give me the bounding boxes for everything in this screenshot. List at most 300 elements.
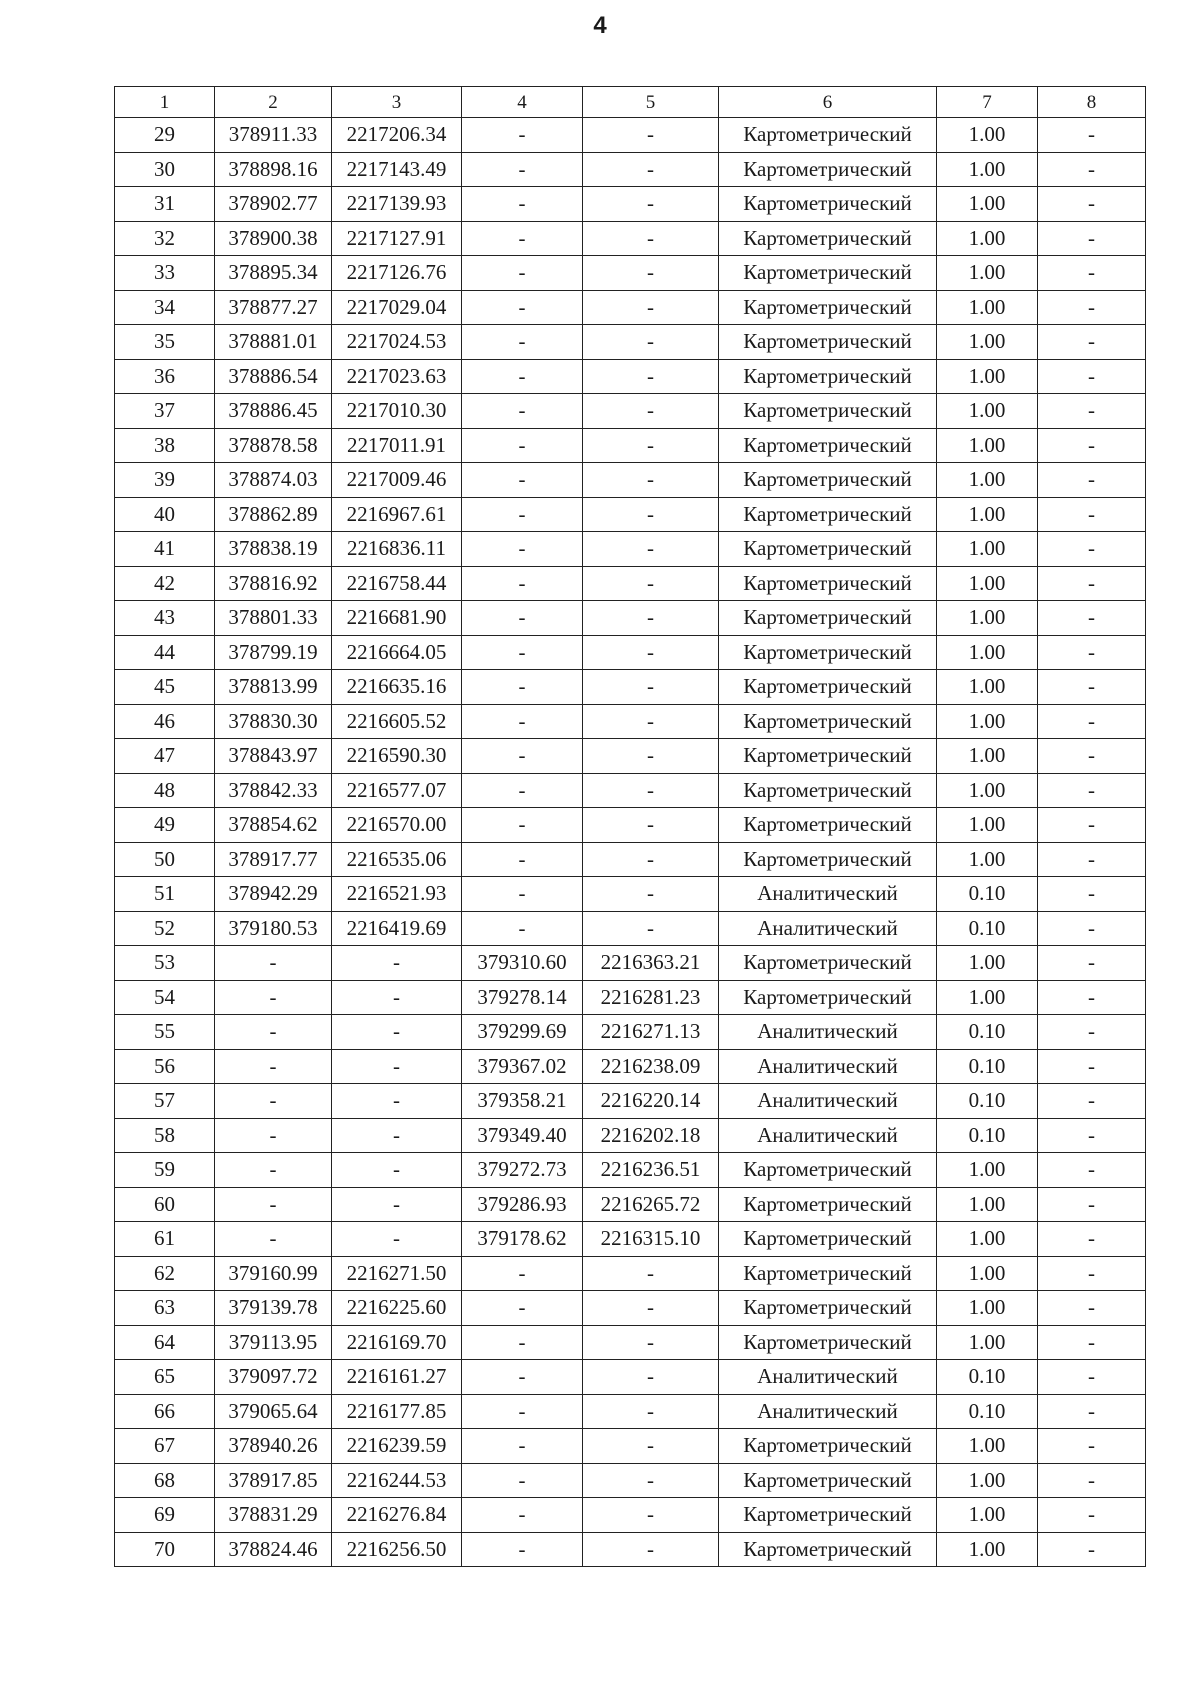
x-coordinate-cell: 379113.95 xyxy=(215,1325,332,1360)
y-coordinate-alt-cell: - xyxy=(583,739,719,774)
table-row xyxy=(115,739,1146,774)
method-cell: Картометрический xyxy=(719,290,937,325)
y-coordinate-alt-cell: - xyxy=(583,877,719,912)
table-row xyxy=(115,566,1146,601)
y-coordinate-cell: 2216244.53 xyxy=(332,1463,462,1498)
point-number-cell: 63 xyxy=(115,1291,215,1326)
note-cell: - xyxy=(1038,1256,1146,1291)
note-cell: - xyxy=(1038,221,1146,256)
accuracy-cell: 1.00 xyxy=(937,497,1038,532)
y-coordinate-cell: - xyxy=(332,1084,462,1119)
point-number-cell: 65 xyxy=(115,1360,215,1395)
note-cell: - xyxy=(1038,601,1146,636)
point-number-cell: 53 xyxy=(115,946,215,981)
column-header: 2 xyxy=(215,87,332,118)
y-coordinate-cell: 2216664.05 xyxy=(332,635,462,670)
accuracy-cell: 1.00 xyxy=(937,842,1038,877)
accuracy-cell: 1.00 xyxy=(937,1187,1038,1222)
x-coordinate-cell: - xyxy=(215,1084,332,1119)
x-coordinate-cell: 378862.89 xyxy=(215,497,332,532)
y-coordinate-alt-cell: 2216265.72 xyxy=(583,1187,719,1222)
x-coordinate-cell: 379065.64 xyxy=(215,1394,332,1429)
x-coordinate-alt-cell: - xyxy=(462,1532,583,1567)
method-cell: Картометрический xyxy=(719,1153,937,1188)
accuracy-cell: 1.00 xyxy=(937,325,1038,360)
x-coordinate-alt-cell: - xyxy=(462,808,583,843)
x-coordinate-cell: 378878.58 xyxy=(215,428,332,463)
y-coordinate-alt-cell: - xyxy=(583,1498,719,1533)
y-coordinate-cell: 2216605.52 xyxy=(332,704,462,739)
column-header: 7 xyxy=(937,87,1038,118)
x-coordinate-alt-cell: - xyxy=(462,739,583,774)
accuracy-cell: 1.00 xyxy=(937,256,1038,291)
x-coordinate-cell: - xyxy=(215,980,332,1015)
accuracy-cell: 1.00 xyxy=(937,635,1038,670)
x-coordinate-cell: 378843.97 xyxy=(215,739,332,774)
x-coordinate-cell: - xyxy=(215,1153,332,1188)
note-cell: - xyxy=(1038,1049,1146,1084)
point-number-cell: 40 xyxy=(115,497,215,532)
x-coordinate-alt-cell: 379272.73 xyxy=(462,1153,583,1188)
table-row xyxy=(115,877,1146,912)
y-coordinate-cell: - xyxy=(332,946,462,981)
point-number-cell: 43 xyxy=(115,601,215,636)
note-cell: - xyxy=(1038,1532,1146,1567)
point-number-cell: 58 xyxy=(115,1118,215,1153)
note-cell: - xyxy=(1038,946,1146,981)
coordinates-table xyxy=(114,86,1146,1567)
point-number-cell: 32 xyxy=(115,221,215,256)
table-row xyxy=(115,1222,1146,1257)
point-number-cell: 33 xyxy=(115,256,215,291)
y-coordinate-cell: - xyxy=(332,1118,462,1153)
accuracy-cell: 1.00 xyxy=(937,1325,1038,1360)
table-row xyxy=(115,221,1146,256)
x-coordinate-alt-cell: - xyxy=(462,911,583,946)
x-coordinate-cell: 378877.27 xyxy=(215,290,332,325)
table-row xyxy=(115,1015,1146,1050)
note-cell: - xyxy=(1038,118,1146,153)
method-cell: Аналитический xyxy=(719,1360,937,1395)
x-coordinate-cell: 378874.03 xyxy=(215,463,332,498)
point-number-cell: 51 xyxy=(115,877,215,912)
note-cell: - xyxy=(1038,1463,1146,1498)
y-coordinate-alt-cell: - xyxy=(583,1360,719,1395)
y-coordinate-cell: 2216177.85 xyxy=(332,1394,462,1429)
note-cell: - xyxy=(1038,428,1146,463)
x-coordinate-cell: - xyxy=(215,1049,332,1084)
y-coordinate-alt-cell: - xyxy=(583,359,719,394)
y-coordinate-cell: 2216256.50 xyxy=(332,1532,462,1567)
point-number-cell: 34 xyxy=(115,290,215,325)
accuracy-cell: 0.10 xyxy=(937,1394,1038,1429)
x-coordinate-cell: 379139.78 xyxy=(215,1291,332,1326)
x-coordinate-alt-cell: 379278.14 xyxy=(462,980,583,1015)
y-coordinate-alt-cell: - xyxy=(583,1291,719,1326)
x-coordinate-cell: 378942.29 xyxy=(215,877,332,912)
table-row xyxy=(115,842,1146,877)
x-coordinate-cell: 378831.29 xyxy=(215,1498,332,1533)
x-coordinate-cell: 378902.77 xyxy=(215,187,332,222)
x-coordinate-alt-cell: - xyxy=(462,635,583,670)
table-row xyxy=(115,394,1146,429)
y-coordinate-alt-cell: - xyxy=(583,1325,719,1360)
y-coordinate-cell: - xyxy=(332,1049,462,1084)
x-coordinate-alt-cell: - xyxy=(462,394,583,429)
method-cell: Картометрический xyxy=(719,635,937,670)
y-coordinate-cell: 2217126.76 xyxy=(332,256,462,291)
x-coordinate-cell: 379180.53 xyxy=(215,911,332,946)
point-number-cell: 39 xyxy=(115,463,215,498)
y-coordinate-alt-cell: - xyxy=(583,1463,719,1498)
point-number-cell: 37 xyxy=(115,394,215,429)
note-cell: - xyxy=(1038,152,1146,187)
point-number-cell: 47 xyxy=(115,739,215,774)
note-cell: - xyxy=(1038,911,1146,946)
x-coordinate-alt-cell: - xyxy=(462,1429,583,1464)
method-cell: Картометрический xyxy=(719,1222,937,1257)
y-coordinate-cell: - xyxy=(332,980,462,1015)
y-coordinate-alt-cell: - xyxy=(583,118,719,153)
x-coordinate-cell: 378838.19 xyxy=(215,532,332,567)
x-coordinate-cell: - xyxy=(215,1187,332,1222)
x-coordinate-alt-cell: 379358.21 xyxy=(462,1084,583,1119)
note-cell: - xyxy=(1038,325,1146,360)
accuracy-cell: 1.00 xyxy=(937,980,1038,1015)
method-cell: Картометрический xyxy=(719,946,937,981)
y-coordinate-cell: 2217139.93 xyxy=(332,187,462,222)
x-coordinate-cell: - xyxy=(215,1118,332,1153)
y-coordinate-alt-cell: - xyxy=(583,670,719,705)
method-cell: Картометрический xyxy=(719,1187,937,1222)
table-row xyxy=(115,1084,1146,1119)
column-header: 6 xyxy=(719,87,937,118)
method-cell: Аналитический xyxy=(719,1049,937,1084)
note-cell: - xyxy=(1038,808,1146,843)
y-coordinate-cell: 2216535.06 xyxy=(332,842,462,877)
note-cell: - xyxy=(1038,1429,1146,1464)
y-coordinate-alt-cell: - xyxy=(583,911,719,946)
accuracy-cell: 0.10 xyxy=(937,1360,1038,1395)
note-cell: - xyxy=(1038,877,1146,912)
page-number: 4 xyxy=(593,12,607,39)
x-coordinate-alt-cell: 379178.62 xyxy=(462,1222,583,1257)
method-cell: Картометрический xyxy=(719,1463,937,1498)
accuracy-cell: 1.00 xyxy=(937,773,1038,808)
note-cell: - xyxy=(1038,635,1146,670)
accuracy-cell: 1.00 xyxy=(937,808,1038,843)
method-cell: Картометрический xyxy=(719,428,937,463)
accuracy-cell: 0.10 xyxy=(937,1118,1038,1153)
y-coordinate-cell: 2217024.53 xyxy=(332,325,462,360)
column-header: 5 xyxy=(583,87,719,118)
y-coordinate-cell: 2217029.04 xyxy=(332,290,462,325)
note-cell: - xyxy=(1038,980,1146,1015)
note-cell: - xyxy=(1038,1360,1146,1395)
y-coordinate-cell: 2216161.27 xyxy=(332,1360,462,1395)
y-coordinate-alt-cell: 2216271.13 xyxy=(583,1015,719,1050)
table-row xyxy=(115,670,1146,705)
method-cell: Аналитический xyxy=(719,1084,937,1119)
x-coordinate-cell: 378886.45 xyxy=(215,394,332,429)
y-coordinate-alt-cell: - xyxy=(583,1532,719,1567)
point-number-cell: 50 xyxy=(115,842,215,877)
y-coordinate-cell: - xyxy=(332,1222,462,1257)
table-row xyxy=(115,1325,1146,1360)
accuracy-cell: 1.00 xyxy=(937,946,1038,981)
x-coordinate-alt-cell: 379367.02 xyxy=(462,1049,583,1084)
table-row xyxy=(115,1291,1146,1326)
y-coordinate-alt-cell: 2216315.10 xyxy=(583,1222,719,1257)
accuracy-cell: 1.00 xyxy=(937,670,1038,705)
accuracy-cell: 1.00 xyxy=(937,739,1038,774)
table-row xyxy=(115,152,1146,187)
x-coordinate-alt-cell: - xyxy=(462,532,583,567)
x-coordinate-alt-cell: - xyxy=(462,842,583,877)
y-coordinate-cell: - xyxy=(332,1187,462,1222)
accuracy-cell: 1.00 xyxy=(937,1498,1038,1533)
method-cell: Картометрический xyxy=(719,1498,937,1533)
y-coordinate-alt-cell: - xyxy=(583,187,719,222)
point-number-cell: 42 xyxy=(115,566,215,601)
accuracy-cell: 1.00 xyxy=(937,394,1038,429)
point-number-cell: 46 xyxy=(115,704,215,739)
method-cell: Картометрический xyxy=(719,566,937,601)
x-coordinate-cell: - xyxy=(215,1222,332,1257)
y-coordinate-alt-cell: - xyxy=(583,428,719,463)
y-coordinate-alt-cell: 2216238.09 xyxy=(583,1049,719,1084)
note-cell: - xyxy=(1038,1222,1146,1257)
note-cell: - xyxy=(1038,739,1146,774)
y-coordinate-cell: 2216239.59 xyxy=(332,1429,462,1464)
x-coordinate-cell: 378898.16 xyxy=(215,152,332,187)
point-number-cell: 48 xyxy=(115,773,215,808)
x-coordinate-cell: 378911.33 xyxy=(215,118,332,153)
column-header: 1 xyxy=(115,87,215,118)
x-coordinate-alt-cell: - xyxy=(462,1291,583,1326)
method-cell: Аналитический xyxy=(719,877,937,912)
y-coordinate-alt-cell: 2216220.14 xyxy=(583,1084,719,1119)
method-cell: Картометрический xyxy=(719,359,937,394)
y-coordinate-cell: 2216635.16 xyxy=(332,670,462,705)
point-number-cell: 66 xyxy=(115,1394,215,1429)
accuracy-cell: 1.00 xyxy=(937,1222,1038,1257)
method-cell: Картометрический xyxy=(719,221,937,256)
accuracy-cell: 0.10 xyxy=(937,1084,1038,1119)
method-cell: Картометрический xyxy=(719,1291,937,1326)
note-cell: - xyxy=(1038,497,1146,532)
x-coordinate-alt-cell: - xyxy=(462,497,583,532)
y-coordinate-cell: 2216577.07 xyxy=(332,773,462,808)
accuracy-cell: 1.00 xyxy=(937,221,1038,256)
x-coordinate-alt-cell: - xyxy=(462,359,583,394)
method-cell: Картометрический xyxy=(719,256,937,291)
y-coordinate-alt-cell: 2216281.23 xyxy=(583,980,719,1015)
point-number-cell: 38 xyxy=(115,428,215,463)
accuracy-cell: 1.00 xyxy=(937,1532,1038,1567)
column-header: 3 xyxy=(332,87,462,118)
table-row xyxy=(115,1256,1146,1291)
note-cell: - xyxy=(1038,1394,1146,1429)
y-coordinate-alt-cell: - xyxy=(583,532,719,567)
table-row xyxy=(115,1187,1146,1222)
point-number-cell: 30 xyxy=(115,152,215,187)
table-row xyxy=(115,1394,1146,1429)
x-coordinate-alt-cell: - xyxy=(462,704,583,739)
table-row xyxy=(115,1429,1146,1464)
x-coordinate-alt-cell: - xyxy=(462,118,583,153)
table-row xyxy=(115,1049,1146,1084)
y-coordinate-cell: 2216419.69 xyxy=(332,911,462,946)
point-number-cell: 41 xyxy=(115,532,215,567)
x-coordinate-cell: - xyxy=(215,946,332,981)
table-row xyxy=(115,532,1146,567)
y-coordinate-cell: 2216521.93 xyxy=(332,877,462,912)
x-coordinate-alt-cell: - xyxy=(462,877,583,912)
x-coordinate-cell: 378917.85 xyxy=(215,1463,332,1498)
y-coordinate-alt-cell: - xyxy=(583,497,719,532)
note-cell: - xyxy=(1038,290,1146,325)
x-coordinate-alt-cell: - xyxy=(462,1498,583,1533)
table-row xyxy=(115,1360,1146,1395)
y-coordinate-alt-cell: 2216236.51 xyxy=(583,1153,719,1188)
method-cell: Картометрический xyxy=(719,842,937,877)
x-coordinate-alt-cell: - xyxy=(462,566,583,601)
y-coordinate-alt-cell: - xyxy=(583,601,719,636)
note-cell: - xyxy=(1038,394,1146,429)
note-cell: - xyxy=(1038,773,1146,808)
point-number-cell: 52 xyxy=(115,911,215,946)
x-coordinate-alt-cell: - xyxy=(462,773,583,808)
point-number-cell: 36 xyxy=(115,359,215,394)
y-coordinate-alt-cell: - xyxy=(583,704,719,739)
y-coordinate-alt-cell: - xyxy=(583,394,719,429)
y-coordinate-cell: 2216271.50 xyxy=(332,1256,462,1291)
y-coordinate-alt-cell: - xyxy=(583,808,719,843)
method-cell: Картометрический xyxy=(719,1429,937,1464)
y-coordinate-alt-cell: - xyxy=(583,1256,719,1291)
y-coordinate-alt-cell: - xyxy=(583,1394,719,1429)
point-number-cell: 57 xyxy=(115,1084,215,1119)
method-cell: Картометрический xyxy=(719,187,937,222)
x-coordinate-alt-cell: 379286.93 xyxy=(462,1187,583,1222)
x-coordinate-cell: 379097.72 xyxy=(215,1360,332,1395)
note-cell: - xyxy=(1038,187,1146,222)
method-cell: Картометрический xyxy=(719,497,937,532)
accuracy-cell: 0.10 xyxy=(937,877,1038,912)
table-row xyxy=(115,911,1146,946)
point-number-cell: 61 xyxy=(115,1222,215,1257)
accuracy-cell: 1.00 xyxy=(937,1153,1038,1188)
point-number-cell: 55 xyxy=(115,1015,215,1050)
point-number-cell: 62 xyxy=(115,1256,215,1291)
method-cell: Картометрический xyxy=(719,1256,937,1291)
table-header-row xyxy=(115,87,1146,118)
accuracy-cell: 1.00 xyxy=(937,1463,1038,1498)
table-row xyxy=(115,1153,1146,1188)
x-coordinate-alt-cell: - xyxy=(462,1360,583,1395)
method-cell: Картометрический xyxy=(719,325,937,360)
y-coordinate-cell: 2216836.11 xyxy=(332,532,462,567)
x-coordinate-cell: - xyxy=(215,1015,332,1050)
x-coordinate-alt-cell: - xyxy=(462,1256,583,1291)
note-cell: - xyxy=(1038,1498,1146,1533)
table-row xyxy=(115,497,1146,532)
y-coordinate-cell: 2216758.44 xyxy=(332,566,462,601)
method-cell: Картометрический xyxy=(719,1532,937,1567)
x-coordinate-alt-cell: - xyxy=(462,152,583,187)
method-cell: Картометрический xyxy=(719,704,937,739)
y-coordinate-alt-cell: - xyxy=(583,842,719,877)
y-coordinate-alt-cell: - xyxy=(583,1429,719,1464)
accuracy-cell: 1.00 xyxy=(937,566,1038,601)
y-coordinate-cell: 2216225.60 xyxy=(332,1291,462,1326)
y-coordinate-cell: 2217009.46 xyxy=(332,463,462,498)
accuracy-cell: 1.00 xyxy=(937,463,1038,498)
x-coordinate-cell: 378881.01 xyxy=(215,325,332,360)
table-row xyxy=(115,808,1146,843)
accuracy-cell: 0.10 xyxy=(937,911,1038,946)
column-header: 4 xyxy=(462,87,583,118)
note-cell: - xyxy=(1038,670,1146,705)
note-cell: - xyxy=(1038,1015,1146,1050)
point-number-cell: 29 xyxy=(115,118,215,153)
y-coordinate-alt-cell: - xyxy=(583,290,719,325)
x-coordinate-alt-cell: - xyxy=(462,428,583,463)
y-coordinate-alt-cell: - xyxy=(583,221,719,256)
x-coordinate-cell: 378830.30 xyxy=(215,704,332,739)
accuracy-cell: 0.10 xyxy=(937,1015,1038,1050)
point-number-cell: 45 xyxy=(115,670,215,705)
y-coordinate-cell: 2217011.91 xyxy=(332,428,462,463)
method-cell: Аналитический xyxy=(719,1118,937,1153)
x-coordinate-alt-cell: - xyxy=(462,463,583,498)
method-cell: Картометрический xyxy=(719,601,937,636)
note-cell: - xyxy=(1038,463,1146,498)
x-coordinate-cell: 378813.99 xyxy=(215,670,332,705)
accuracy-cell: 1.00 xyxy=(937,290,1038,325)
y-coordinate-alt-cell: - xyxy=(583,152,719,187)
y-coordinate-cell: 2216967.61 xyxy=(332,497,462,532)
point-number-cell: 44 xyxy=(115,635,215,670)
accuracy-cell: 1.00 xyxy=(937,601,1038,636)
x-coordinate-cell: 378940.26 xyxy=(215,1429,332,1464)
point-number-cell: 64 xyxy=(115,1325,215,1360)
method-cell: Картометрический xyxy=(719,1325,937,1360)
y-coordinate-cell: 2216570.00 xyxy=(332,808,462,843)
note-cell: - xyxy=(1038,566,1146,601)
x-coordinate-alt-cell: - xyxy=(462,290,583,325)
accuracy-cell: 0.10 xyxy=(937,1049,1038,1084)
x-coordinate-alt-cell: 379299.69 xyxy=(462,1015,583,1050)
table-row xyxy=(115,1498,1146,1533)
point-number-cell: 69 xyxy=(115,1498,215,1533)
x-coordinate-alt-cell: - xyxy=(462,256,583,291)
accuracy-cell: 1.00 xyxy=(937,1256,1038,1291)
x-coordinate-alt-cell: 379310.60 xyxy=(462,946,583,981)
x-coordinate-alt-cell: - xyxy=(462,601,583,636)
y-coordinate-alt-cell: - xyxy=(583,256,719,291)
accuracy-cell: 1.00 xyxy=(937,152,1038,187)
point-number-cell: 59 xyxy=(115,1153,215,1188)
note-cell: - xyxy=(1038,1187,1146,1222)
table-row xyxy=(115,1463,1146,1498)
note-cell: - xyxy=(1038,1084,1146,1119)
y-coordinate-cell: 2217143.49 xyxy=(332,152,462,187)
point-number-cell: 31 xyxy=(115,187,215,222)
accuracy-cell: 1.00 xyxy=(937,118,1038,153)
x-coordinate-alt-cell: 379349.40 xyxy=(462,1118,583,1153)
